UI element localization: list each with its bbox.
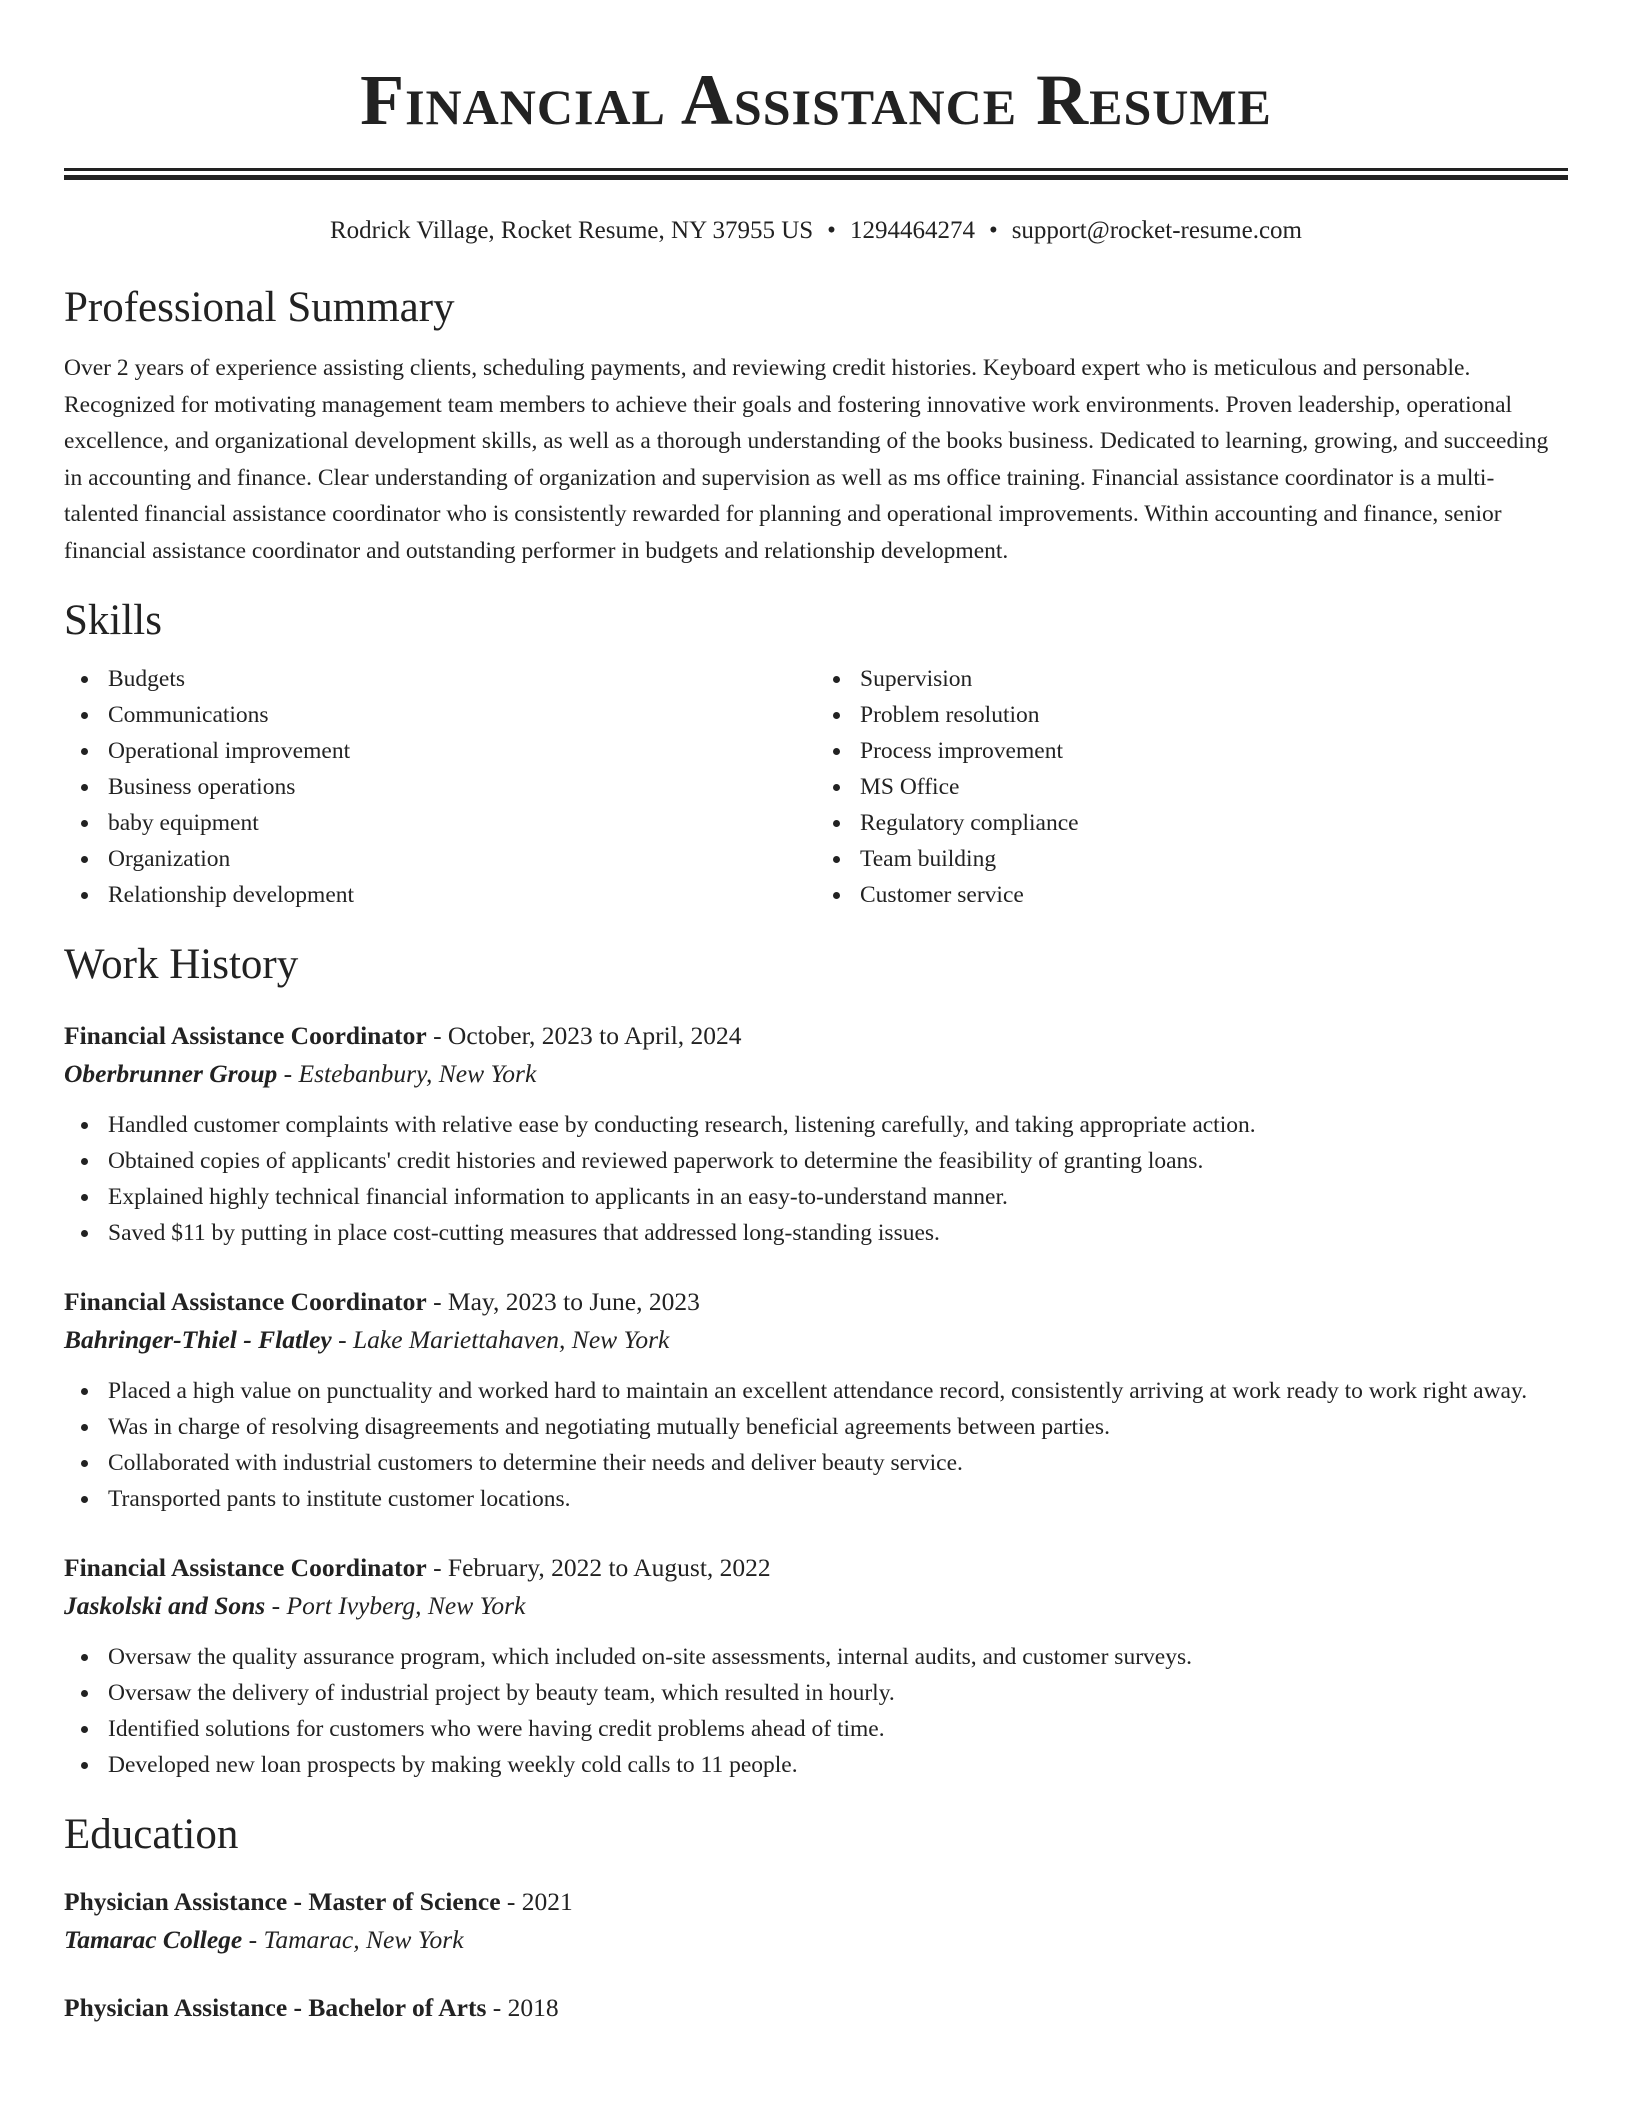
- job-title-line: [64, 1549, 1568, 1587]
- summary-heading: Professional Summary: [64, 284, 455, 331]
- degree: Physician Assistance - Bachelor of Arts: [64, 1993, 487, 2022]
- contact-phone: 1294464274: [849, 217, 975, 244]
- job-duty: Oversaw the delivery of industrial project by beauty team, which resulted in hourly.: [64, 1675, 1568, 1711]
- job-location: - Estebanbury, New York: [277, 1059, 537, 1088]
- job-duty: Saved $11 by putting in place cost-cutting measures that addressed long-standing issues.: [64, 1215, 1568, 1251]
- resume-title: Financial Assistance Resume: [360, 60, 1272, 140]
- skills-list: [64, 661, 1568, 913]
- skill-item: Team building: [816, 841, 1568, 877]
- job-duties: [64, 1639, 1568, 1783]
- education-heading: Education: [64, 1811, 239, 1858]
- education-entry: [64, 1989, 1568, 2027]
- job-title: Financial Assistance Coordinator: [64, 1021, 427, 1050]
- degree-year: - 2021: [500, 1887, 573, 1916]
- degree-year: - 2018: [486, 1993, 559, 2022]
- summary-text: Over 2 years of experience assisting clients, scheduling payments, and reviewing credit histories. Keyboard expert who is meticulous and personable. Recognized for motivating management team members to achieve their goals and fostering innovative work environments. Proven leadership, operational excellence, and organizational development skills, as well as a thorough understanding of the books business. Dedicated to learning, growing, and succeeding in accounting and finance. Clear understanding of organization and supervision as well as ms office training. Financial assistance coordinator is a multi-talented financial assistance coordinator who is consistently rewarded for planning and operational improvements. Within accounting and finance, senior financial assistance coordinator and outstanding performer in budgets and relationship development.: [64, 355, 1549, 564]
- contact-separator: •: [988, 217, 998, 244]
- skill-item: MS Office: [816, 769, 1568, 805]
- contact-email: support@rocket-resume.com: [1011, 217, 1302, 244]
- job-company: Jaskolski and Sons: [64, 1591, 266, 1620]
- job-duty: Placed a high value on punctuality and worked hard to maintain an excellent attendance record, consistently arriving at work ready to work right away.: [64, 1373, 1568, 1409]
- skills-heading: Skills: [64, 597, 162, 644]
- job-entry: [64, 1549, 1568, 1783]
- job-title-line: [64, 1017, 1568, 1055]
- job-dates: - February, 2022 to August, 2022: [426, 1553, 771, 1582]
- degree-line: [64, 1989, 1568, 2027]
- skill-item: Business operations: [64, 769, 816, 805]
- contact-separator: •: [827, 217, 836, 244]
- job-duty: Was in charge of resolving disagreements and negotiating mutually beneficial agreements between parties.: [64, 1409, 1568, 1445]
- job-entry: [64, 1017, 1568, 1251]
- job-title: Financial Assistance Coordinator: [64, 1287, 427, 1316]
- degree-line: [64, 1883, 1568, 1921]
- job-duty: Transported pants to institute customer locations.: [64, 1481, 1568, 1517]
- job-company-line: [64, 1587, 1568, 1625]
- job-duties: [64, 1373, 1568, 1517]
- title-divider: [64, 168, 1568, 180]
- job-location: - Lake Mariettahaven, New York: [331, 1325, 670, 1354]
- skill-item: Process improvement: [816, 733, 1568, 769]
- job-duty: Collaborated with industrial customers to determine their needs and deliver beauty service.: [64, 1445, 1568, 1481]
- degree: Physician Assistance - Master of Science: [64, 1887, 501, 1916]
- job-title-line: [64, 1283, 1568, 1321]
- skill-item: Customer service: [816, 877, 1568, 913]
- work-history-heading: Work History: [64, 941, 299, 988]
- school: Tamarac College: [64, 1925, 243, 1954]
- job-company: Oberbrunner Group: [64, 1059, 278, 1088]
- job-dates: - May, 2023 to June, 2023: [426, 1287, 700, 1316]
- skills-column-left: [64, 661, 816, 913]
- skills-column-right: [816, 661, 1568, 913]
- job-entry: [64, 1283, 1568, 1517]
- job-company: Bahringer-Thiel - Flatley: [64, 1325, 332, 1354]
- skill-item: Operational improvement: [64, 733, 816, 769]
- skill-item: Relationship development: [64, 877, 816, 913]
- job-duty: Obtained copies of applicants' credit histories and reviewed paperwork to determine the feasibility of granting loans.: [64, 1143, 1568, 1179]
- skill-item: Supervision: [816, 661, 1568, 697]
- job-dates: - October, 2023 to April, 2024: [426, 1021, 742, 1050]
- skill-item: Organization: [64, 841, 816, 877]
- job-duties: [64, 1107, 1568, 1251]
- skill-item: Communications: [64, 697, 816, 733]
- job-duty: Developed new loan prospects by making weekly cold calls to 11 people.: [64, 1747, 1568, 1783]
- skill-item: baby equipment: [64, 805, 816, 841]
- school-location: - Tamarac, New York: [242, 1925, 464, 1954]
- education-entry: [64, 1883, 1568, 1959]
- job-company-line: [64, 1321, 1568, 1359]
- job-duty: Explained highly technical financial information to applicants in an easy-to-understand manner.: [64, 1179, 1568, 1215]
- skill-item: Regulatory compliance: [816, 805, 1568, 841]
- skill-item: Budgets: [64, 661, 816, 697]
- job-duty: Handled customer complaints with relative ease by conducting research, listening carefully, and taking appropriate action.: [64, 1107, 1568, 1143]
- job-company-line: [64, 1055, 1568, 1093]
- school-line: [64, 1921, 1568, 1959]
- job-duty: Oversaw the quality assurance program, which included on-site assessments, internal audits, and customer surveys.: [64, 1639, 1568, 1675]
- skill-item: Problem resolution: [816, 697, 1568, 733]
- job-duty: Identified solutions for customers who were having credit problems ahead of time.: [64, 1711, 1568, 1747]
- job-title: Financial Assistance Coordinator: [64, 1553, 427, 1582]
- contact-address: Rodrick Village, Rocket Resume, NY 37955 US: [330, 217, 814, 244]
- job-location: - Port Ivyberg, New York: [265, 1591, 526, 1620]
- contact-line: [64, 215, 1568, 247]
